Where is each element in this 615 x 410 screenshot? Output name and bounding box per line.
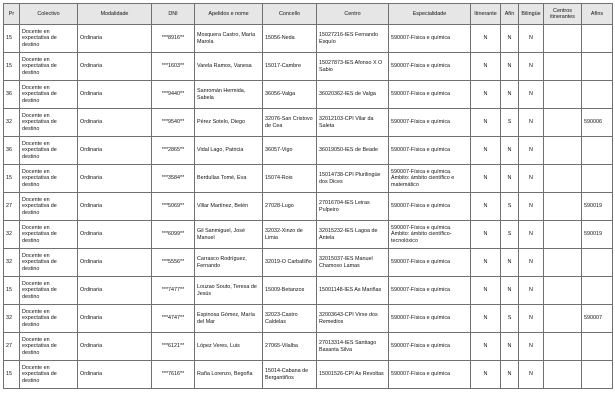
cell-colectivo: Docente en expectativa de destino: [20, 361, 78, 389]
cell-itinerante: N: [471, 137, 501, 165]
cell-dni: ***9440**: [152, 81, 195, 109]
cell-colectivo: Docente en expectativa de destino: [20, 109, 78, 137]
cell-centros-itinerantes: [544, 137, 582, 165]
table-row: [4, 25, 613, 53]
header-pr: Pr: [4, 4, 20, 25]
cell-centros-itinerantes: [544, 277, 582, 305]
cell-modalidade: Ordinaria: [78, 137, 152, 165]
cell-bilingue: N: [519, 81, 544, 109]
cell-centro: 32015037-IES Manuel Chamoso Lamas: [317, 249, 389, 277]
cell-dni: ***6099**: [152, 221, 195, 249]
cell-dni: ***2865**: [152, 137, 195, 165]
cell-itinerante: N: [471, 53, 501, 81]
table-row: [4, 53, 613, 81]
cell-apelidos-nome: Espinosa Gómez, María del Mar: [195, 305, 263, 333]
cell-centros-itinerantes: [544, 221, 582, 249]
cell-colectivo: Docente en expectativa de destino: [20, 165, 78, 193]
cell-afins: [582, 361, 613, 389]
cell-centro: 15027873-IES Afonso X O Sabio: [317, 53, 389, 81]
cell-itinerante: N: [471, 249, 501, 277]
cell-modalidade: Ordinaria: [78, 81, 152, 109]
cell-bilingue: N: [519, 249, 544, 277]
cell-apelidos-nome: Gil Sanmiguel, José Manuel: [195, 221, 263, 249]
cell-afin: N: [501, 249, 519, 277]
cell-modalidade: Ordinaria: [78, 277, 152, 305]
cell-dni: ***6121**: [152, 333, 195, 361]
table-row: [4, 137, 613, 165]
cell-concello: 32076-San Cristovo de Cea: [263, 109, 317, 137]
cell-afin: N: [501, 81, 519, 109]
cell-centros-itinerantes: [544, 109, 582, 137]
cell-pr: 32: [4, 109, 20, 137]
cell-colectivo: Docente en expectativa de destino: [20, 81, 78, 109]
cell-concello: 15009-Betanzos: [263, 277, 317, 305]
cell-centros-itinerantes: [544, 305, 582, 333]
cell-colectivo: Docente en expectativa de destino: [20, 221, 78, 249]
table-row: [4, 249, 613, 277]
cell-centro: 27013314-IES Santiago Basanta Silva: [317, 333, 389, 361]
cell-pr: 15: [4, 53, 20, 81]
cell-concello: 32019-O Carballiño: [263, 249, 317, 277]
cell-bilingue: N: [519, 361, 544, 389]
cell-apelidos-nome: Louzao Souto, Teresa de Jesús: [195, 277, 263, 305]
cell-dni: ***7477**: [152, 277, 195, 305]
header-especialidade: Especialidade: [389, 4, 471, 25]
cell-dni: ***4747**: [152, 305, 195, 333]
cell-pr: 27: [4, 193, 20, 221]
cell-afin: N: [501, 333, 519, 361]
cell-itinerante: N: [471, 25, 501, 53]
cell-afin: N: [501, 277, 519, 305]
table-row: [4, 165, 613, 193]
cell-dni: ***7616**: [152, 361, 195, 389]
cell-colectivo: Docente en expectativa de destino: [20, 333, 78, 361]
cell-centro: 15001148-IES As Mariñas: [317, 277, 389, 305]
table-header-row: [4, 4, 613, 25]
cell-modalidade: Ordinaria: [78, 53, 152, 81]
cell-pr: 15: [4, 277, 20, 305]
cell-especialidade: 590007-Física e química: [389, 53, 471, 81]
cell-afins: [582, 165, 613, 193]
cell-modalidade: Ordinaria: [78, 361, 152, 389]
cell-centros-itinerantes: [544, 165, 582, 193]
cell-especialidade: 590007-Física e química. Ámbito: ámbito científico-tecnolóxico: [389, 221, 471, 249]
table-row: [4, 109, 613, 137]
header-itinerante: Itinerante: [471, 4, 501, 25]
cell-apelidos-nome: Vidal Lago, Patricia: [195, 137, 263, 165]
header-apelidos-nome: Apelidos e nome: [195, 4, 263, 25]
cell-especialidade: 590007-Física e química: [389, 277, 471, 305]
cell-especialidade: 590007-Física e química: [389, 81, 471, 109]
cell-itinerante: N: [471, 333, 501, 361]
table-row: [4, 333, 613, 361]
cell-modalidade: Ordinaria: [78, 109, 152, 137]
cell-centro: 36019050-IES de Beade: [317, 137, 389, 165]
cell-itinerante: N: [471, 361, 501, 389]
header-dni: DNI: [152, 4, 195, 25]
cell-itinerante: N: [471, 193, 501, 221]
cell-especialidade: 590007-Física e química: [389, 361, 471, 389]
cell-centro: 32012103-CPI Vilar da Saleta: [317, 109, 389, 137]
cell-especialidade: 590007-Física e química: [389, 249, 471, 277]
cell-concello: 27065-Vilalba: [263, 333, 317, 361]
cell-afin: N: [501, 25, 519, 53]
cell-itinerante: N: [471, 221, 501, 249]
cell-afins: [582, 277, 613, 305]
table-row: [4, 81, 613, 109]
header-afin: Afín: [501, 4, 519, 25]
cell-itinerante: N: [471, 165, 501, 193]
cell-bilingue: N: [519, 137, 544, 165]
assignments-table: [3, 3, 613, 389]
cell-pr: 15: [4, 361, 20, 389]
cell-centro: 15027216-IES Fernando Esquío: [317, 25, 389, 53]
cell-apelidos-nome: Carrasco Rodríguez, Fernando: [195, 249, 263, 277]
cell-especialidade: 590007-Física e química: [389, 109, 471, 137]
table-row: [4, 193, 613, 221]
cell-afins: 590019: [582, 221, 613, 249]
cell-dni: ***9540**: [152, 109, 195, 137]
table-row: [4, 361, 613, 389]
cell-itinerante: N: [471, 109, 501, 137]
cell-centros-itinerantes: [544, 249, 582, 277]
cell-pr: 36: [4, 81, 20, 109]
cell-centros-itinerantes: [544, 193, 582, 221]
cell-especialidade: 590007-Física e química: [389, 137, 471, 165]
cell-pr: 32: [4, 305, 20, 333]
cell-modalidade: Ordinaria: [78, 165, 152, 193]
cell-colectivo: Docente en expectativa de destino: [20, 305, 78, 333]
cell-afins: [582, 137, 613, 165]
table-row: [4, 221, 613, 249]
header-centros-itinerantes: Centros itinerantes: [544, 4, 582, 25]
cell-centros-itinerantes: [544, 53, 582, 81]
cell-concello: 32032-Xinzo de Limia: [263, 221, 317, 249]
cell-afins: [582, 333, 613, 361]
cell-modalidade: Ordinaria: [78, 221, 152, 249]
cell-bilingue: N: [519, 165, 544, 193]
cell-concello: 32023-Castro Caldelas: [263, 305, 317, 333]
cell-apelidos-nome: Sanromán Hermida, Sabela: [195, 81, 263, 109]
cell-centro: 32015232-IES Lagoa de Antela: [317, 221, 389, 249]
cell-colectivo: Docente en expectativa de destino: [20, 277, 78, 305]
cell-colectivo: Docente en expectativa de destino: [20, 53, 78, 81]
cell-afins: [582, 53, 613, 81]
cell-centros-itinerantes: [544, 81, 582, 109]
cell-afin: S: [501, 193, 519, 221]
cell-dni: ***5556**: [152, 249, 195, 277]
cell-centros-itinerantes: [544, 361, 582, 389]
cell-pr: 15: [4, 165, 20, 193]
cell-dni: ***1603**: [152, 53, 195, 81]
cell-centros-itinerantes: [544, 333, 582, 361]
cell-afins: [582, 81, 613, 109]
cell-especialidade: 590007-Física e química: [389, 193, 471, 221]
cell-centro: 15014738-CPI Plurilingüe dos Dices: [317, 165, 389, 193]
cell-pr: 32: [4, 249, 20, 277]
cell-afins: [582, 25, 613, 53]
header-colectivo: Colectivo: [20, 4, 78, 25]
cell-modalidade: Ordinaria: [78, 193, 152, 221]
cell-centros-itinerantes: [544, 25, 582, 53]
cell-centro: 36020362-IES de Valga: [317, 81, 389, 109]
cell-afin: N: [501, 53, 519, 81]
cell-apelidos-nome: Raña Lorenzo, Begoña: [195, 361, 263, 389]
cell-pr: 36: [4, 137, 20, 165]
cell-bilingue: N: [519, 193, 544, 221]
cell-modalidade: Ordinaria: [78, 333, 152, 361]
header-centro: Centro: [317, 4, 389, 25]
table-row: [4, 277, 613, 305]
cell-afins: 590007: [582, 305, 613, 333]
header-bilingue: Bilingüe: [519, 4, 544, 25]
cell-apelidos-nome: Varela Ramos, Vanesa: [195, 53, 263, 81]
cell-centro: 15001526-CPI As Revoltas: [317, 361, 389, 389]
cell-apelidos-nome: Pérez Sotelo, Diego: [195, 109, 263, 137]
cell-dni: ***8916**: [152, 25, 195, 53]
cell-apelidos-nome: Mosquera Castro, María Marola: [195, 25, 263, 53]
cell-bilingue: N: [519, 53, 544, 81]
cell-centro: 27016704-IES Leiras Pulpeiro: [317, 193, 389, 221]
cell-afins: [582, 249, 613, 277]
cell-especialidade: 590007-Física e química: [389, 305, 471, 333]
cell-afin: N: [501, 361, 519, 389]
cell-afin: N: [501, 165, 519, 193]
cell-concello: 36057-Vigo: [263, 137, 317, 165]
cell-bilingue: N: [519, 25, 544, 53]
cell-afin: N: [501, 137, 519, 165]
table-row: [4, 305, 613, 333]
cell-afins: 590006: [582, 109, 613, 137]
cell-apelidos-nome: Villar Martínez, Belén: [195, 193, 263, 221]
cell-concello: 15017-Cambre: [263, 53, 317, 81]
cell-colectivo: Docente en expectativa de destino: [20, 25, 78, 53]
cell-modalidade: Ordinaria: [78, 305, 152, 333]
cell-afin: S: [501, 221, 519, 249]
cell-afin: S: [501, 305, 519, 333]
assignment-document: [3, 3, 612, 389]
cell-concello: 15056-Neda: [263, 25, 317, 53]
cell-colectivo: Docente en expectativa de destino: [20, 249, 78, 277]
cell-pr: 32: [4, 221, 20, 249]
header-concello: Concello: [263, 4, 317, 25]
cell-pr: 15: [4, 25, 20, 53]
cell-modalidade: Ordinaria: [78, 249, 152, 277]
cell-itinerante: N: [471, 81, 501, 109]
cell-bilingue: N: [519, 277, 544, 305]
cell-apelidos-nome: López Veres, Luis: [195, 333, 263, 361]
cell-concello: 15074-Rois: [263, 165, 317, 193]
cell-concello: 36056-Valga: [263, 81, 317, 109]
cell-itinerante: N: [471, 305, 501, 333]
cell-itinerante: N: [471, 277, 501, 305]
cell-centro: 32003643-CPI Virxe dos Remedios: [317, 305, 389, 333]
cell-dni: ***5069**: [152, 193, 195, 221]
cell-bilingue: N: [519, 109, 544, 137]
cell-pr: 27: [4, 333, 20, 361]
cell-especialidade: 590007-Física e química: [389, 333, 471, 361]
cell-bilingue: N: [519, 333, 544, 361]
cell-bilingue: N: [519, 221, 544, 249]
cell-colectivo: Docente en expectativa de destino: [20, 193, 78, 221]
cell-bilingue: N: [519, 305, 544, 333]
cell-dni: ***3584**: [152, 165, 195, 193]
cell-concello: 15014-Cabana de Bergantiños: [263, 361, 317, 389]
cell-especialidade: 590007-Física e química: [389, 25, 471, 53]
header-afins: Afíns: [582, 4, 613, 25]
cell-apelidos-nome: Berdullas Tomé, Eva: [195, 165, 263, 193]
cell-colectivo: Docente en expectativa de destino: [20, 137, 78, 165]
cell-especialidade: 590007-Física e química. Ámbito: ámbito científico e matemático: [389, 165, 471, 193]
cell-afins: 590019: [582, 193, 613, 221]
header-modalidade: Modalidade: [78, 4, 152, 25]
cell-concello: 27028-Lugo: [263, 193, 317, 221]
cell-modalidade: Ordinaria: [78, 25, 152, 53]
cell-afin: S: [501, 109, 519, 137]
